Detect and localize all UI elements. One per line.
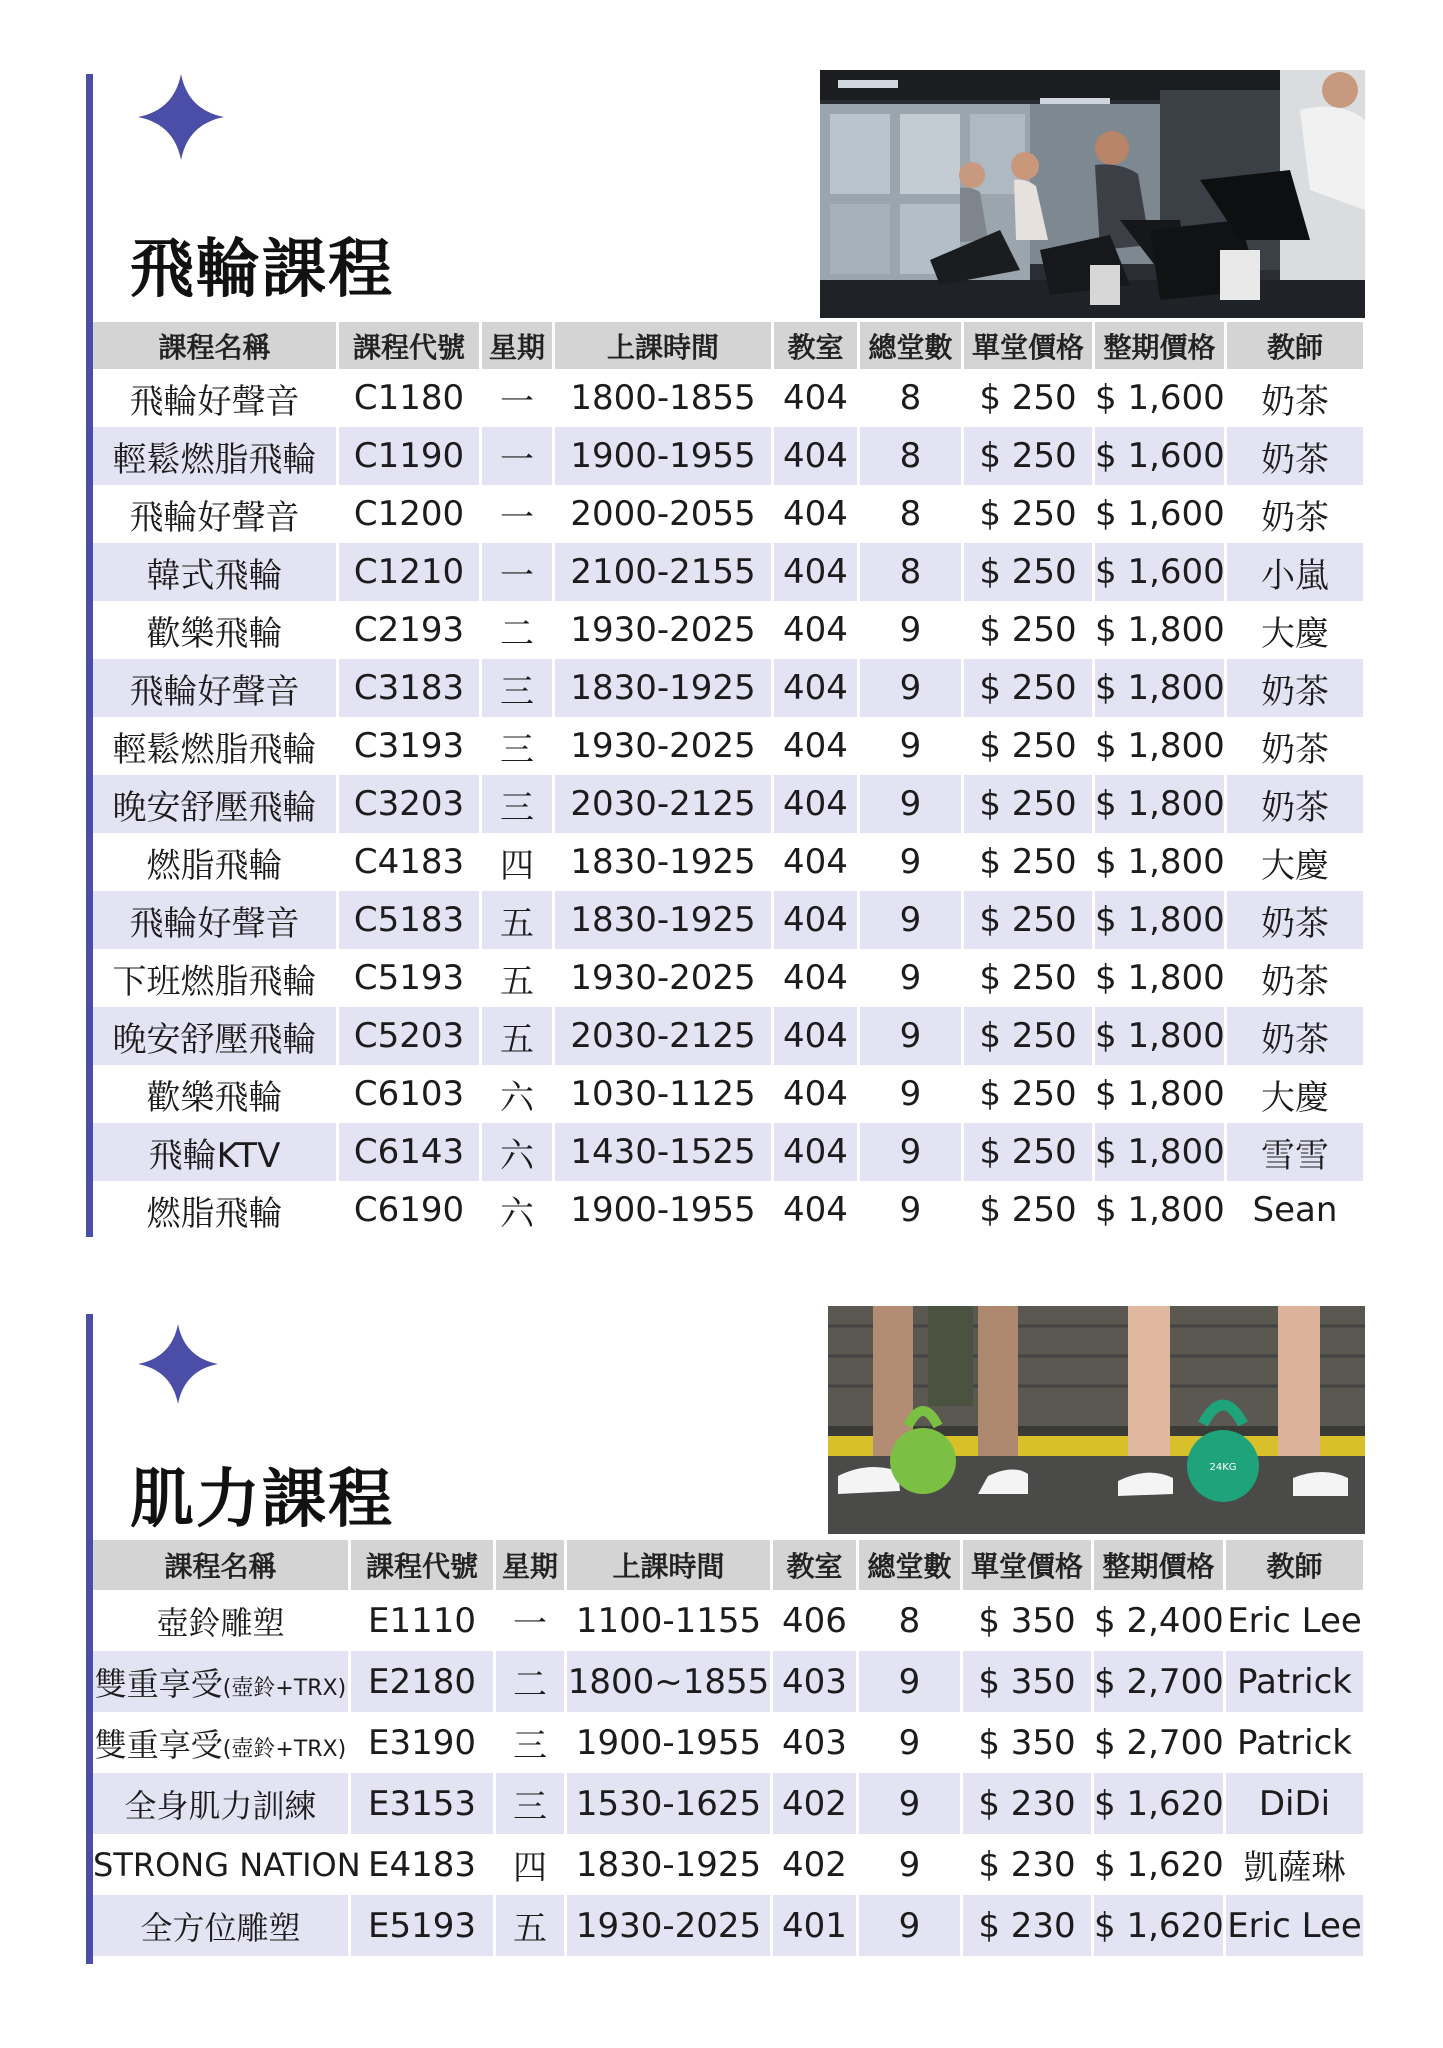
- cell: $ 1,800: [1095, 949, 1227, 1007]
- course-name: 全身肌力訓練: [124, 1786, 317, 1825]
- cell: $ 250: [964, 659, 1095, 717]
- cell: 2030-2125: [555, 1007, 774, 1065]
- cell: 1030-1125: [555, 1065, 774, 1123]
- section-title: 肌力課程: [130, 1463, 394, 1537]
- cell: C5203: [339, 1007, 482, 1065]
- cell: $ 250: [964, 775, 1095, 833]
- table-row: [93, 775, 1366, 833]
- kettlebell-weight-label: 24KG: [1209, 1462, 1237, 1473]
- cell: C3183: [339, 659, 482, 717]
- cell: C1190: [339, 427, 482, 485]
- table-row: [93, 891, 1366, 949]
- strength-schedule-table: [93, 1540, 1366, 1956]
- cell: 1830-1925: [555, 659, 774, 717]
- cell: 8: [860, 543, 964, 601]
- course-name: 雙重享受: [94, 1725, 223, 1764]
- cell: $ 1,800: [1095, 1123, 1227, 1181]
- col-header: 單堂價格: [963, 1540, 1094, 1590]
- cell: 奶茶: [1227, 427, 1366, 485]
- col-header: 課程代號: [351, 1540, 496, 1590]
- table-row: [93, 1065, 1366, 1123]
- cell: $ 1,800: [1095, 833, 1227, 891]
- cell: C6190: [339, 1181, 482, 1239]
- cell: [93, 1712, 351, 1773]
- cell: $ 350: [963, 1590, 1094, 1651]
- col-header: 上課時間: [555, 322, 774, 369]
- cell: 8: [860, 427, 964, 485]
- cell: C6103: [339, 1065, 482, 1123]
- cell: $ 1,600: [1095, 369, 1227, 427]
- cell: 8: [860, 369, 964, 427]
- cell: 1800~1855: [567, 1651, 773, 1712]
- table-row: [93, 833, 1366, 891]
- cell: $ 1,800: [1095, 1007, 1227, 1065]
- cell: 2000-2055: [555, 485, 774, 543]
- table-row: [93, 1712, 1366, 1773]
- cell: 2030-2125: [555, 775, 774, 833]
- cell: 大慶: [1227, 601, 1366, 659]
- col-header: 總堂數: [859, 1540, 963, 1590]
- cell: $ 250: [964, 543, 1095, 601]
- cell: $ 250: [964, 1123, 1095, 1181]
- cell: C3193: [339, 717, 482, 775]
- kettlebell-training-photo: [828, 1306, 1365, 1534]
- cell: 9: [860, 891, 964, 949]
- cell: Eric Lee: [1226, 1895, 1366, 1956]
- table-row: [93, 1590, 1366, 1651]
- diamond-icon: [138, 1324, 218, 1404]
- course-name: 壺鈴雕塑: [156, 1603, 285, 1642]
- cell: 403: [773, 1712, 859, 1773]
- cell: 404: [774, 775, 860, 833]
- cell: 飛輪好聲音: [93, 891, 339, 949]
- cell: 401: [773, 1895, 859, 1956]
- cell: 404: [774, 1065, 860, 1123]
- cell: 404: [774, 949, 860, 1007]
- cell: E2180: [351, 1651, 496, 1712]
- cell: 燃脂飛輪: [93, 1181, 339, 1239]
- cell: $ 2,700: [1094, 1712, 1226, 1773]
- cell: $ 2,700: [1094, 1651, 1226, 1712]
- cell: 歡樂飛輪: [93, 601, 339, 659]
- cell: 歡樂飛輪: [93, 1065, 339, 1123]
- cell: 1100-1155: [567, 1590, 773, 1651]
- cell: $ 1,800: [1095, 775, 1227, 833]
- cell: 9: [860, 717, 964, 775]
- cell: DiDi: [1226, 1773, 1366, 1834]
- cell: E3190: [351, 1712, 496, 1773]
- cell: 三: [482, 775, 555, 833]
- cell: 飛輪好聲音: [93, 369, 339, 427]
- cell: $ 250: [964, 601, 1095, 659]
- cell: 飛輪好聲音: [93, 659, 339, 717]
- cell: 9: [860, 1007, 964, 1065]
- cell: $ 250: [964, 369, 1095, 427]
- cell: 六: [482, 1181, 555, 1239]
- cell: 五: [482, 1007, 555, 1065]
- cell: $ 230: [963, 1834, 1094, 1895]
- cell: C1210: [339, 543, 482, 601]
- cell: 一: [482, 543, 555, 601]
- cell: E1110: [351, 1590, 496, 1651]
- cell: 韓式飛輪: [93, 543, 339, 601]
- section-accent-bar: [86, 74, 93, 1237]
- cell: [93, 1590, 351, 1651]
- table-row: [93, 601, 1366, 659]
- table-row: [93, 1181, 1366, 1239]
- cell: 404: [774, 1181, 860, 1239]
- table-row: [93, 427, 1366, 485]
- cell: $ 1,600: [1095, 427, 1227, 485]
- cell: E5193: [351, 1895, 496, 1956]
- cell: C1180: [339, 369, 482, 427]
- table-row: [93, 1834, 1366, 1895]
- table-row: [93, 1651, 1366, 1712]
- col-header: 整期價格: [1095, 322, 1227, 369]
- course-name-sub: (壺鈴+TRX): [222, 1736, 347, 1762]
- cell: 六: [482, 1065, 555, 1123]
- cell: 五: [496, 1895, 567, 1956]
- cell: 404: [774, 543, 860, 601]
- cell: 9: [860, 949, 964, 1007]
- cell: 1530-1625: [567, 1773, 773, 1834]
- cell: 1900-1955: [555, 1181, 774, 1239]
- spin-schedule-table: [93, 322, 1366, 1239]
- cell: Patrick: [1226, 1712, 1366, 1773]
- col-header: 課程代號: [339, 322, 482, 369]
- cell: 402: [773, 1834, 859, 1895]
- cell: 三: [496, 1712, 567, 1773]
- cell: 輕鬆燃脂飛輪: [93, 717, 339, 775]
- cell: 六: [482, 1123, 555, 1181]
- cell: 三: [482, 659, 555, 717]
- cell: 晚安舒壓飛輪: [93, 1007, 339, 1065]
- section-title: 飛輪課程: [130, 233, 394, 307]
- cell: 9: [859, 1712, 963, 1773]
- cell: 404: [774, 659, 860, 717]
- cell: 雪雪: [1227, 1123, 1366, 1181]
- table-row: [93, 1123, 1366, 1181]
- table-header-row: [93, 1540, 1366, 1590]
- cell: 1830-1925: [555, 833, 774, 891]
- cell: 404: [774, 601, 860, 659]
- col-header: 總堂數: [860, 322, 964, 369]
- cell: 1830-1925: [555, 891, 774, 949]
- cell: 輕鬆燃脂飛輪: [93, 427, 339, 485]
- cell: $ 350: [963, 1712, 1094, 1773]
- cell: $ 1,800: [1095, 717, 1227, 775]
- cell: 二: [496, 1651, 567, 1712]
- cell: $ 1,600: [1095, 543, 1227, 601]
- col-header: 單堂價格: [964, 322, 1095, 369]
- table-row: [93, 369, 1366, 427]
- cell: 五: [482, 949, 555, 1007]
- col-header: 星期: [496, 1540, 567, 1590]
- cell: $ 1,800: [1095, 1065, 1227, 1123]
- cell: C2193: [339, 601, 482, 659]
- cell: [93, 1773, 351, 1834]
- cell: 9: [860, 659, 964, 717]
- cell: 406: [773, 1590, 859, 1651]
- cell: $ 250: [964, 485, 1095, 543]
- cell: C6143: [339, 1123, 482, 1181]
- cell: 8: [860, 485, 964, 543]
- cell: $ 250: [964, 891, 1095, 949]
- cell: 奶茶: [1227, 1007, 1366, 1065]
- cell: 404: [774, 833, 860, 891]
- cell: 1930-2025: [555, 601, 774, 659]
- cell: $ 250: [964, 1065, 1095, 1123]
- diamond-icon: [138, 74, 224, 160]
- section-accent-bar: [86, 1314, 93, 1964]
- cell: 404: [774, 427, 860, 485]
- cell: 奶茶: [1227, 485, 1366, 543]
- cell: $ 250: [964, 949, 1095, 1007]
- cell: 402: [773, 1773, 859, 1834]
- cell: 9: [860, 601, 964, 659]
- cell: 9: [859, 1651, 963, 1712]
- cell: 1930-2025: [567, 1895, 773, 1956]
- cell: 奶茶: [1227, 891, 1366, 949]
- cell: 一: [482, 427, 555, 485]
- cell: E3153: [351, 1773, 496, 1834]
- cell: 9: [860, 833, 964, 891]
- cell: 四: [496, 1834, 567, 1895]
- cell: $ 1,800: [1095, 1181, 1227, 1239]
- cell: $ 250: [964, 1181, 1095, 1239]
- cell: 404: [774, 369, 860, 427]
- table-header-row: [93, 322, 1366, 369]
- cell: C5183: [339, 891, 482, 949]
- cell: 404: [774, 717, 860, 775]
- col-header: 教師: [1227, 322, 1366, 369]
- table-row: [93, 485, 1366, 543]
- table-row: [93, 659, 1366, 717]
- cell: $ 1,600: [1095, 485, 1227, 543]
- table-row: [93, 717, 1366, 775]
- cell: 小嵐: [1227, 543, 1366, 601]
- cell: $ 250: [964, 427, 1095, 485]
- cell: 9: [860, 775, 964, 833]
- cell: $ 230: [963, 1895, 1094, 1956]
- cell: 奶茶: [1227, 369, 1366, 427]
- cell: 飛輪KTV: [93, 1123, 339, 1181]
- cell: 1800-1855: [555, 369, 774, 427]
- cell: 8: [859, 1590, 963, 1651]
- cell: $ 2,400: [1094, 1590, 1226, 1651]
- indoor-cycling-class-photo: [820, 70, 1365, 318]
- cell: Patrick: [1226, 1651, 1366, 1712]
- cell: 403: [773, 1651, 859, 1712]
- col-header: 星期: [482, 322, 555, 369]
- cell: 奶茶: [1227, 659, 1366, 717]
- cell: E4183: [351, 1834, 496, 1895]
- cell: $ 1,620: [1094, 1773, 1226, 1834]
- strength-section: [0, 1300, 1443, 2000]
- cell: 二: [482, 601, 555, 659]
- cell: C1200: [339, 485, 482, 543]
- col-header: 教室: [774, 322, 860, 369]
- cell: 9: [860, 1065, 964, 1123]
- cell: Eric Lee: [1226, 1590, 1366, 1651]
- table-row: [93, 1773, 1366, 1834]
- cell: 大慶: [1227, 1065, 1366, 1123]
- cell: $ 1,800: [1095, 601, 1227, 659]
- course-name: STRONG NATION: [93, 1845, 361, 1884]
- cell: $ 1,800: [1095, 891, 1227, 949]
- cell: 9: [860, 1181, 964, 1239]
- cell: C4183: [339, 833, 482, 891]
- cell: [93, 1895, 351, 1956]
- cell: 9: [859, 1834, 963, 1895]
- cell: C3203: [339, 775, 482, 833]
- cell: 404: [774, 891, 860, 949]
- cell: C5193: [339, 949, 482, 1007]
- cell: 404: [774, 485, 860, 543]
- table-row: [93, 1895, 1366, 1956]
- cell: 1430-1525: [555, 1123, 774, 1181]
- cell: 1900-1955: [555, 427, 774, 485]
- cell: $ 250: [964, 1007, 1095, 1065]
- cell: Sean: [1227, 1181, 1366, 1239]
- cell: 大慶: [1227, 833, 1366, 891]
- cell: $ 1,620: [1094, 1895, 1226, 1956]
- cell: 1830-1925: [567, 1834, 773, 1895]
- cell: 凱薩琳: [1226, 1834, 1366, 1895]
- table-row: [93, 543, 1366, 601]
- cell: 奶茶: [1227, 717, 1366, 775]
- cell: 奶茶: [1227, 949, 1366, 1007]
- cell: 晚安舒壓飛輪: [93, 775, 339, 833]
- cell: 1900-1955: [567, 1712, 773, 1773]
- cell: 飛輪好聲音: [93, 485, 339, 543]
- cell: 1930-2025: [555, 717, 774, 775]
- cell: 一: [482, 485, 555, 543]
- cell: 奶茶: [1227, 775, 1366, 833]
- cell: 三: [482, 717, 555, 775]
- cell: 一: [482, 369, 555, 427]
- col-header: 課程名稱: [93, 322, 339, 369]
- cell: $ 250: [964, 833, 1095, 891]
- cell: [93, 1834, 361, 1895]
- cell: 9: [859, 1895, 963, 1956]
- course-name: 全方位雕塑: [140, 1908, 301, 1947]
- cell: 404: [774, 1007, 860, 1065]
- cell: $ 350: [963, 1651, 1094, 1712]
- col-header: 上課時間: [567, 1540, 773, 1590]
- col-header: 教師: [1226, 1540, 1366, 1590]
- cell: 一: [496, 1590, 567, 1651]
- cell: 404: [774, 1123, 860, 1181]
- cell: $ 1,800: [1095, 659, 1227, 717]
- cell: 1930-2025: [555, 949, 774, 1007]
- cell: 五: [482, 891, 555, 949]
- cell: $ 250: [964, 717, 1095, 775]
- table-row: [93, 949, 1366, 1007]
- cell: 9: [859, 1773, 963, 1834]
- cell: 四: [482, 833, 555, 891]
- cell: 三: [496, 1773, 567, 1834]
- col-header: 整期價格: [1094, 1540, 1226, 1590]
- cell: $ 1,620: [1094, 1834, 1226, 1895]
- table-row: [93, 1007, 1366, 1065]
- cell: 9: [860, 1123, 964, 1181]
- cell: 2100-2155: [555, 543, 774, 601]
- cell: $ 230: [963, 1773, 1094, 1834]
- col-header: 教室: [773, 1540, 859, 1590]
- course-name: 雙重享受: [94, 1664, 223, 1703]
- col-header: 課程名稱: [93, 1540, 351, 1590]
- cell: 下班燃脂飛輪: [93, 949, 339, 1007]
- course-name-sub: (壺鈴+TRX): [222, 1675, 347, 1701]
- cell: 燃脂飛輪: [93, 833, 339, 891]
- cell: [93, 1651, 351, 1712]
